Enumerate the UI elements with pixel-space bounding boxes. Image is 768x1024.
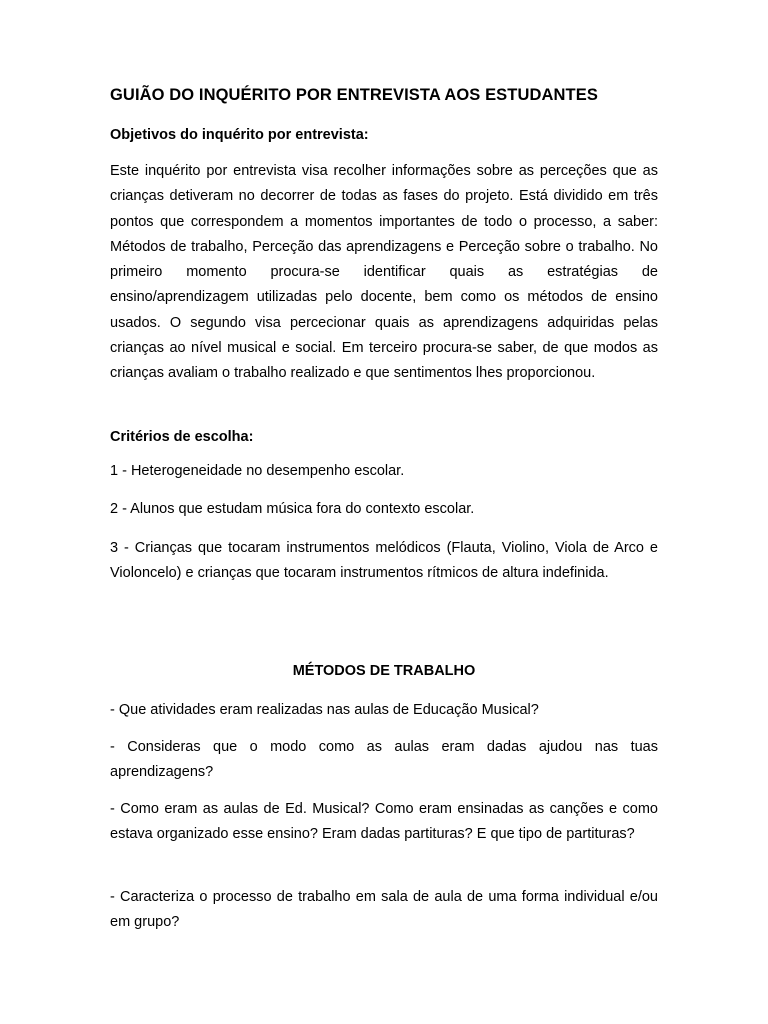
criteria-item: 2 - Alunos que estudam música fora do contexto escolar. bbox=[110, 501, 475, 517]
question-item: - Como eram as aulas de Ed. Musical? Como eram ensinadas as canções e como estava organizado esse ensino? Eram dadas partituras? E que tipo de partituras? bbox=[110, 801, 658, 843]
criteria-heading: Critérios de escolha: bbox=[110, 429, 254, 445]
question-item: - Caracteriza o processo de trabalho em sala de aula de uma forma individual e/ou em grupo? bbox=[110, 889, 658, 931]
section-title: MÉTODOS DE TRABALHO bbox=[292, 663, 476, 679]
document-title: GUIÃO DO INQUÉRITO POR ENTREVISTA AOS ESTUDANTES bbox=[110, 86, 598, 104]
objectives-paragraph: Este inquérito por entrevista visa recolher informações sobre as perceções que as crianças detiveram no decorrer de todas as fases do projeto. Está dividido em três pontos que correspondem a momentos importantes de todo o processo, a saber: Métodos de trabalho, Perceção das aprendizagens e Perceção sobre o trabalho. No primeiro momento procura-se identificar quais as estratégias de ensino/aprendizagem utilizadas pelo docente, bem como os métodos de ensino usados. O segundo visa percecionar quais as aprendizagens adquiridas pelas crianças ao nível musical e social. Em terceiro procura-se saber, de que modos as crianças avaliam o trabalho realizado e que sentimentos lhes proporcionou. bbox=[110, 163, 658, 382]
question-item: - Consideras que o modo como as aulas eram dadas ajudou nas tuas aprendizagens? bbox=[110, 739, 658, 781]
objectives-heading: Objetivos do inquérito por entrevista: bbox=[110, 127, 369, 143]
criteria-item: 1 - Heterogeneidade no desempenho escolar. bbox=[110, 463, 405, 479]
question-item: - Que atividades eram realizadas nas aulas de Educação Musical? bbox=[110, 702, 539, 718]
criteria-item: 3 - Crianças que tocaram instrumentos melódicos (Flauta, Violino, Viola de Arco e Violoncelo) e crianças que tocaram instrumentos rítmicos de altura indefinida. bbox=[110, 540, 658, 582]
